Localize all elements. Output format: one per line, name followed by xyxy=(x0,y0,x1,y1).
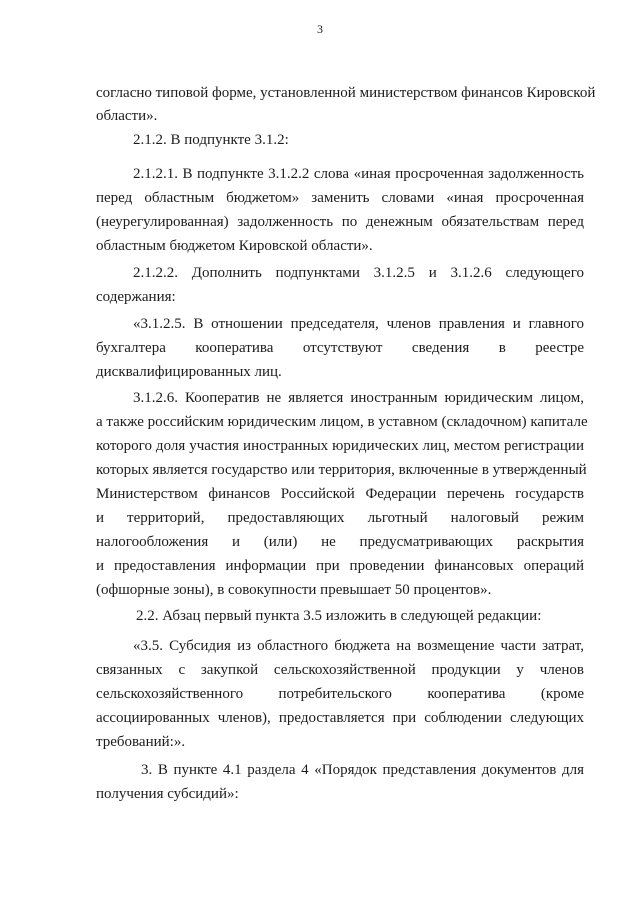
text-line: «3.1.2.5. В отношении председателя, членов правления и главного xyxy=(133,316,584,332)
text-line: Министерством финансов Российской Федерации перечень государств xyxy=(96,486,584,502)
text-line: дисквалифицированных лиц. xyxy=(96,364,282,380)
text-line: требований:». xyxy=(96,734,186,750)
text-line: «3.5. Субсидия из областного бюджета на возмещение части затрат, xyxy=(133,638,584,654)
text-line: ассоциированных членов), предоставляется при соблюдении следующих xyxy=(96,710,584,726)
text-line: и предоставления информации при проведении финансовых операций xyxy=(96,558,584,574)
text-line: 2.1.2. В подпункте 3.1.2: xyxy=(133,132,289,148)
text-line: 2.1.2.1. В подпункте 3.1.2.2 слова «иная просроченная задолженность xyxy=(133,166,584,182)
text-line: 3. В пункте 4.1 раздела 4 «Порядок представления документов для xyxy=(141,762,584,778)
text-line: содержания: xyxy=(96,289,176,305)
text-line: перед областным бюджетом» заменить словами «иная просроченная xyxy=(96,190,584,206)
text-line: связанных с закупкой сельскохозяйственной продукции у членов xyxy=(96,662,584,678)
text-line: 3.1.2.6. Кооператив не является иностранным юридическим лицом, xyxy=(133,390,584,406)
text-line: которого доля участия иностранных юридических лиц, местом регистрации xyxy=(96,438,584,454)
text-line: сельскохозяйственного потребительского кооператива (кроме xyxy=(96,686,584,702)
text-line: а также российским юридическим лицом, в уставном (складочном) капитале xyxy=(96,414,588,430)
text-line: бухгалтера кооператива отсутствуют сведения в реестре xyxy=(96,340,584,356)
text-line: 2.1.2.2. Дополнить подпунктами 3.1.2.5 и 3.1.2.6 следующего xyxy=(133,265,584,281)
text-line: получения субсидий»: xyxy=(96,786,239,802)
text-line: 2.2. Абзац первый пункта 3.5 изложить в следующей редакции: xyxy=(136,608,542,624)
text-line: области». xyxy=(96,108,158,124)
text-line: (неурегулированная) задолженность по денежным обязательствам перед xyxy=(96,214,584,230)
text-line: областным бюджетом Кировской области». xyxy=(96,238,373,254)
text-line: которых является государство или территория, включенные в утвержденный xyxy=(96,462,587,478)
text-line: (офшорные зоны), в совокупности превышает 50 процентов». xyxy=(96,582,492,598)
text-line: и территорий, предоставляющих льготный налоговый режим xyxy=(96,510,584,526)
text-line: налогообложения и (или) не предусматривающих раскрытия xyxy=(96,534,584,550)
page-number: 3 xyxy=(317,22,323,36)
text-line: согласно типовой форме, установленной министерством финансов Кировской xyxy=(96,85,596,101)
